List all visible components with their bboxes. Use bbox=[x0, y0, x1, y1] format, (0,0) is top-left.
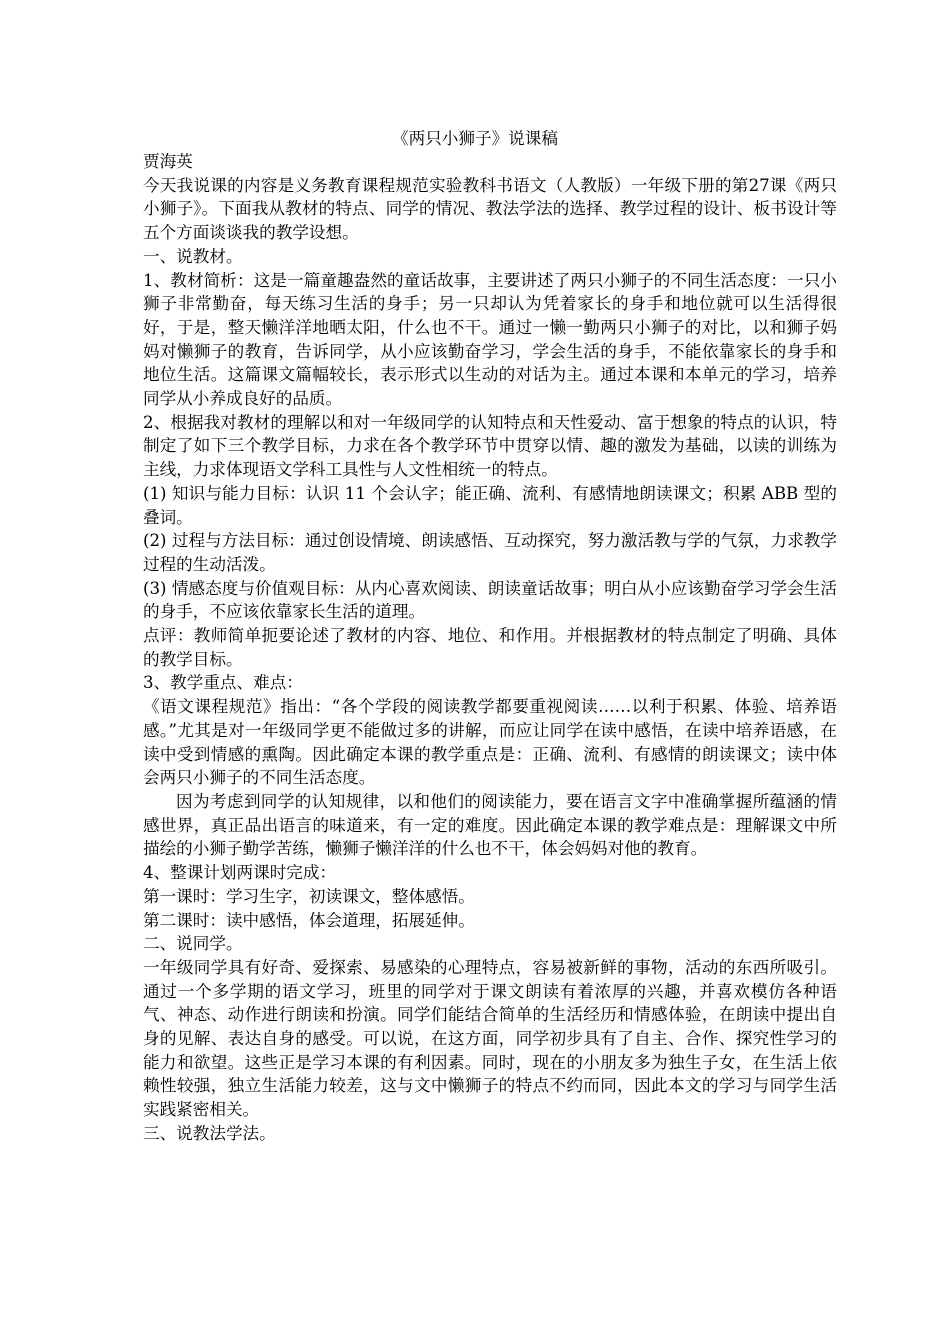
paragraph-key-points: 《语文课程规范》指出：“各个学段的阅读教学都要重视阅读……以利于积累、体验、培养语感。”尤其是对一年级同学更不能做过多的讲解，而应让同学在读中感悟，在读中培养语感，在读中受到情感的熏陶。因此确定本课的教学重点是：正确、流利、有感情的朗读课文；读中体会两只小狮子的不同生活态度。 bbox=[143, 697, 837, 788]
paragraph-lesson-1: 第一课时：学习生字，初读课文，整体感悟。 bbox=[143, 886, 475, 906]
paragraph-goal-3: (3) 情感态度与价值观目标：从内心喜欢阅读、朗读童话故事；明白从小应该勤奋学习学会生活的身手，不应该依靠家长生活的道理。 bbox=[143, 578, 837, 622]
heading-textbook: 一、说教材。 bbox=[143, 246, 243, 266]
heading-methods: 三、说教法学法。 bbox=[143, 1123, 276, 1143]
heading-students: 二、说同学。 bbox=[143, 934, 243, 954]
author-name: 贾海英 bbox=[143, 152, 193, 171]
paragraph-students: 一年级同学具有好奇、爱探索、易感染的心理特点，容易被新鲜的事物，活动的东西所吸引。通过一个多学期的语文学习，班里的同学对于课文朗读有着浓厚的兴趣，并喜欢模仿各种语气、神态、动作进行朗读和扮演。同学们能结合简单的生活经历和情感体验，在朗读中提出自身的见解、表达自身的感受。可以说，在这方面，同学初步具有了自主、合作、探究性学习的能力和欲望。这些正是学习本课的有利因素。同时，现在的小朋友多为独生子女，在生活上依赖性较强，独立生活能力较差，这与文中懒狮子的特点不约而同，因此本文的学习与同学生活实践紧密相关。 bbox=[143, 957, 837, 1120]
paragraph-intro: 今天我说课的内容是义务教育课程规范实验教科书语文（人教版）一年级下册的第27课《两只小狮子》。下面我从教材的特点、同学的情况、教法学法的选择、教学过程的设计、板书设计等五个方面谈谈我的教学设想。 bbox=[143, 175, 837, 243]
paragraph-teaching-goals: 2、根据我对教材的理解以和对一年级同学的认知特点和天性爱动、富于想象的特点的认识，特制定了如下三个教学目标，力求在各个教学环节中贯穿以情、趣的激发为基础，以读的训练为主线，力求体现语文学科工具性与人文性相统一的特点。 bbox=[143, 412, 837, 480]
paragraph-comment: 点评：教师简单扼要论述了教材的内容、地位、和作用。并根据教材的特点制定了明确、具体的教学目标。 bbox=[143, 626, 837, 669]
paragraph-goal-2: (2) 过程与方法目标：通过创设情境、朗读感悟、互动探究，努力激活教与学的气氛，力求教学过程的生动活泼。 bbox=[143, 531, 837, 574]
paragraph-goal-1: (1) 知识与能力目标：认识 11 个会认字；能正确、流利、有感情地朗读课文；积累 ABB 型的叠词。 bbox=[143, 483, 837, 527]
paragraph-difficulties: 因为考虑到同学的认知规律，以和他们的阅读能力，要在语言文字中准确掌握所蕴涵的情感世界，真正品出语言的味道来，有一定的难度。因此确定本课的教学难点是：理解课文中所描绘的小狮子勤学苦练，懒狮子懒洋洋的什么也不干，体会妈妈对他的教育。 bbox=[143, 791, 837, 859]
heading-key-points: 3、教学重点、难点： bbox=[143, 673, 303, 693]
paragraph-lesson-2: 第二课时：读中感悟，体会道理，拓展延伸。 bbox=[143, 910, 475, 930]
document-title: 《两只小狮子》说课稿 bbox=[392, 129, 558, 148]
heading-schedule: 4、整课计划两课时完成： bbox=[143, 863, 337, 883]
document-body bbox=[143, 150, 837, 1146]
paragraph-textbook-analysis: 1、教材简析：这是一篇童趣盎然的童话故事，主要讲述了两只小狮子的不同生活态度：一只小狮子非常勤奋，每天练习生活的身手；另一只却认为凭着家长的身手和地位就可以生活得很好，于是，整天懒洋洋地晒太阳，什么也不干。通过一懒一勤两只小狮子的对比，以和狮子妈妈对懒狮子的教育，告诉同学，从小应该勤奋学习，学会生活的身手，不能依靠家长的身手和地位生活。这篇课文篇幅较长，表示形式以生动的对话为主。通过本课和本单元的学习，培养同学从小养成良好的品质。 bbox=[143, 270, 837, 409]
